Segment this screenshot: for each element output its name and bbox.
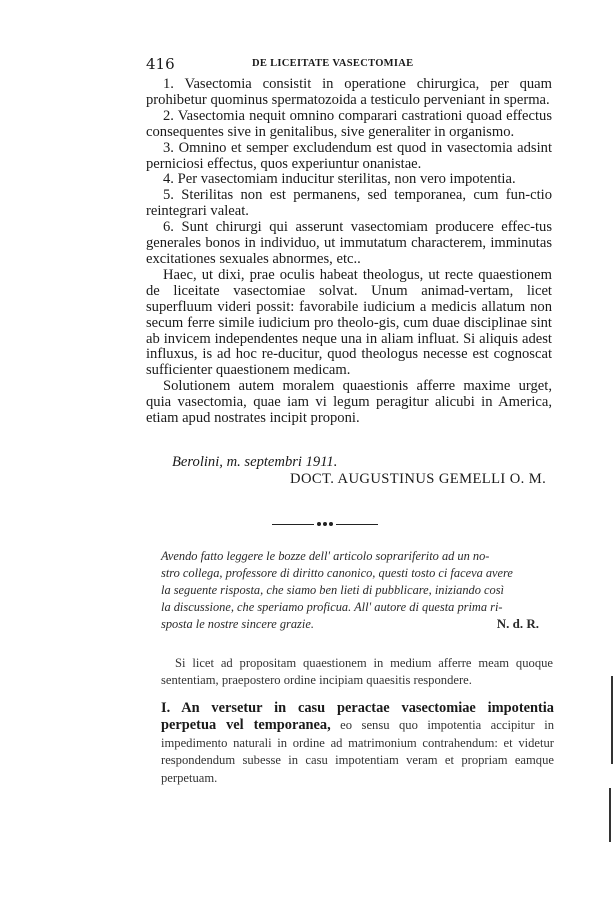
note-line: la seguente risposta, che siamo ben lieti di pubblicare, iniziando così — [161, 582, 504, 597]
text-line: adsint perniciosi effectus, quos experiuntur onanistae. — [146, 139, 553, 172]
divider-line-right — [336, 524, 378, 525]
text-line: prohibetur quominus spermatozoida a testiculo perveniant in — [146, 91, 501, 108]
section-lead: I. An versetur in casu peractae vasectomiae impotentia perpetua vel temporanea, — [161, 700, 554, 734]
editor-note — [161, 548, 541, 633]
note-line: Avendo fatto leggere le bozze dell' articolo soprariferito ad un no- — [161, 549, 490, 563]
text-line: sperma. — [503, 91, 550, 108]
text-line: tus generales bonos in individuo, ut immutatum characterem, — [146, 219, 552, 252]
text-line: effectus consequentes sive in genitalibus, sive generaliter in — [146, 107, 553, 140]
note-line: stro collega, professore di diritto canonico, questi tosto ci faceva avere — [161, 565, 513, 580]
text-line: 1. Vasectomia consistit in operatione chirurgica, per quam — [163, 76, 552, 92]
text-line: imminutas excitationes sexuales abnormes, etc.. — [146, 235, 552, 267]
point-6 — [146, 220, 552, 268]
editor-signature: N. d. R. — [496, 615, 539, 631]
text-line: 5. Sterilitas non est permanens, sed temporanea, cum fun- — [163, 187, 531, 204]
text-line: una in aliam influat. Si aliquis adest influxus, is ad hoc re- — [146, 330, 552, 363]
scan-edge-mark — [609, 788, 611, 842]
scan-edge-mark — [611, 676, 613, 764]
text-line: organismo. — [449, 123, 515, 140]
text-line: 4. Per vasectomiam inducitur sterilitas, non vero impotentia. — [163, 171, 516, 188]
page-header — [146, 55, 552, 77]
date-line: Berolini, m. septembri 1911. — [172, 454, 338, 470]
text-line: Solutionem autem moralem quaestionis afferre maxime — [163, 378, 511, 395]
text-line: medicis allatum non secum ferre simile iudicium pro theolo- — [146, 298, 552, 331]
point-1 — [146, 77, 552, 109]
section-one — [161, 700, 554, 787]
point-5 — [146, 188, 552, 220]
text-line: ducitur, quod theologus necesse est cognoscat sufficienter — [146, 346, 552, 379]
divider-dot — [329, 522, 333, 526]
text-line: urget, quia vasectomia, quae iam vi legum peragitur alicubi — [146, 378, 552, 411]
section-divider-ornament — [272, 521, 378, 527]
divider-dot — [317, 522, 321, 526]
point-3 — [146, 141, 552, 173]
text-line: gis, cum duae disciplinae sint ab invicem independentes neque — [146, 314, 552, 347]
text-line: vertam, licet superfluum videri possit: favorabile iudicium a — [146, 282, 552, 315]
point-2 — [146, 109, 552, 141]
divider-line-left — [272, 524, 314, 525]
paragraph-haec — [146, 268, 552, 379]
text-line: quaestionem medicam. — [215, 362, 351, 379]
divider-dot — [323, 522, 327, 526]
note-line: la discussione, che speriamo proficua. All' autore di questa prima ri- — [161, 599, 503, 614]
note-line: sposta le nostre sincere grazie. — [161, 616, 314, 631]
reply-intro: Si licet ad propositam quaestionem in medium afferre meam quoque sententiam, praepostero ordine incipiam quaesitis respondere. — [161, 656, 553, 688]
text-line: quaestionem de liceitate vasectomiae solvat. Unum animad- — [146, 266, 552, 299]
point-4 — [146, 172, 552, 188]
note-line-last — [161, 616, 541, 633]
section-text: eo sensu quo impotentia accipitur in impedimento naturali in ordine ad matrimonium contrahendum: et videtur respondendum subesse in casu impotentiam veram et propriam eamque perpetuam. — [161, 718, 554, 785]
text-line: ctio reintegrari valeat. — [146, 187, 552, 220]
text-line: in America, etiam apud nostrates incipit proponi. — [146, 394, 552, 427]
text-line: 2. Vasectomia nequit omnino comparari castrationi quoad — [163, 107, 503, 124]
author-signature: DOCT. AUGUSTINUS GEMELLI O. M. — [290, 471, 547, 487]
text-line: Haec, ut dixi, prae oculis habeat theologus, ut recte — [163, 266, 474, 283]
page-number: 416 — [146, 55, 175, 73]
text-line: 6. Sunt chirurgi qui asserunt vasectomiam producere effec- — [163, 219, 535, 236]
article-body — [146, 77, 552, 427]
text-line: 3. Omnino et semper excludendum est quod in vasectomia — [163, 139, 513, 156]
running-title: DE LICEITATE VASECTOMIAE — [252, 58, 414, 69]
paragraph-solutionem — [146, 379, 552, 427]
